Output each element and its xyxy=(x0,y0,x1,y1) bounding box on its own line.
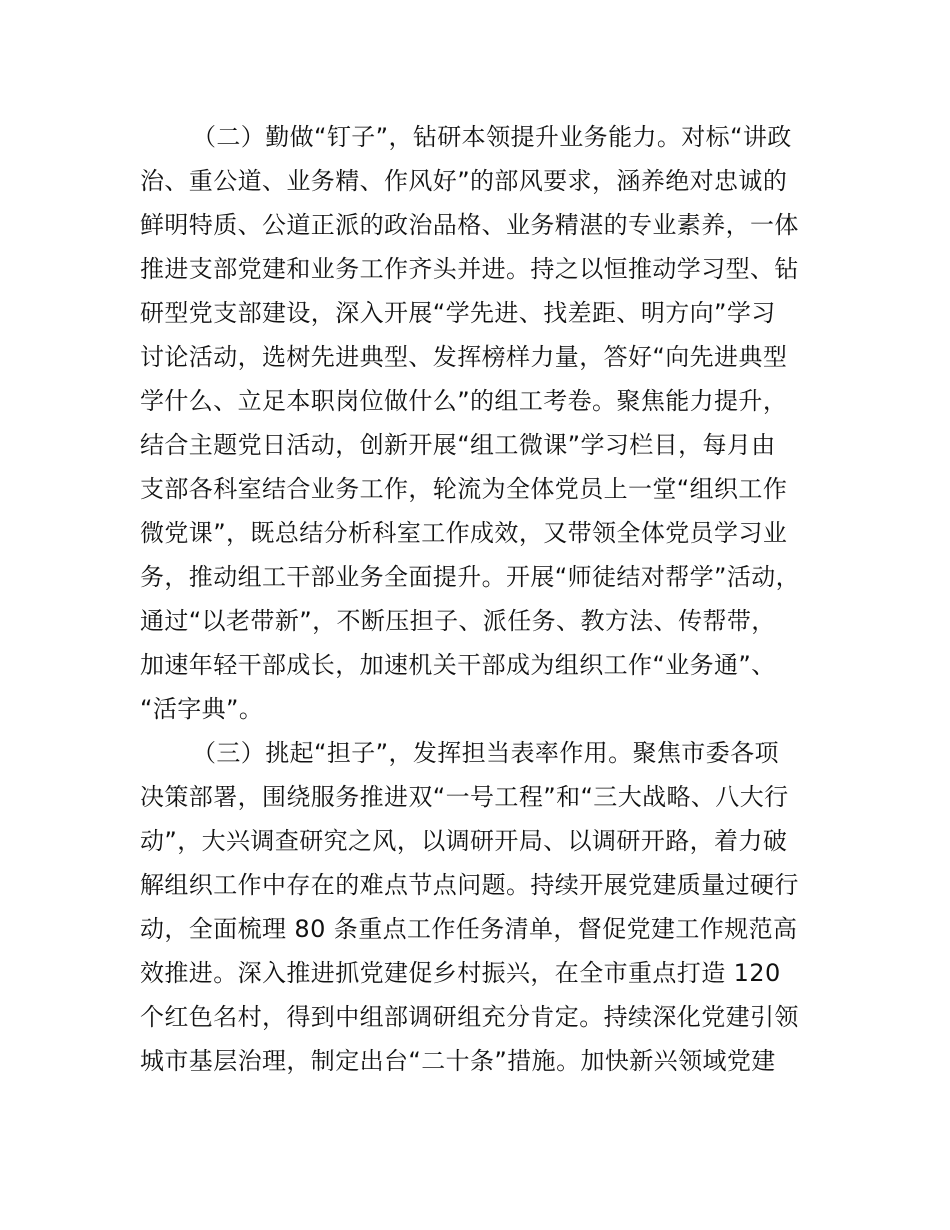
paragraph-line: 研型党支部建设，深入开展“学先进、找差距、明方向”学习 xyxy=(140,299,776,327)
paragraph-line: 解组织工作中存在的难点节点问题。持续开展党建质量过硬行 xyxy=(140,871,799,899)
paragraph-line: 动，全面梳理 80 条重点工作任务清单，督促党建工作规范高 xyxy=(140,915,798,943)
paragraph-line: 务，推动组工干部业务全面提升。开展“师徒结对帮学”活动， xyxy=(140,563,801,591)
paragraph-line: 结合主题党日活动，创新开展“组工微课”学习栏目，每月由 xyxy=(140,431,776,459)
paragraph-line: 治、重公道、业务精、作风好”的部风要求，涵养绝对忠诚的 xyxy=(140,167,788,195)
paragraph-line: 动”，大兴调查研究之风，以调研开局、以调研开路，着力破 xyxy=(140,827,788,855)
paragraph-line: 城市基层治理，制定出台“二十条”措施。加快新兴领域党建 xyxy=(140,1047,776,1075)
paragraph-line: 微党课”，既总结分析科室工作成效，又带领全体党员学习业 xyxy=(140,519,788,547)
paragraph-line: 推进支部党建和业务工作齐头并进。持之以恒推动学习型、钻 xyxy=(140,255,799,283)
paragraph-line: 学什么、立足本职岗位做什么”的组工考卷。聚焦能力提升， xyxy=(140,387,788,415)
paragraph-line: 通过“以老带新”，不断压担子、派任务、教方法、传帮带， xyxy=(140,607,776,635)
paragraph-line: “活字典”。 xyxy=(140,695,264,723)
paragraph-line: 加速年轻干部成长，加速机关干部成为组织工作“业务通”、 xyxy=(140,651,776,679)
paragraph-line: （三）挑起“担子”，发挥担当表率作用。聚焦市委各项 xyxy=(192,739,779,767)
paragraph-line: 鲜明特质、公道正派的政治品格、业务精湛的专业素养，一体 xyxy=(140,211,799,239)
paragraph-line: 决策部署，围绕服务推进双“一号工程”和“三大战略、八大行 xyxy=(140,783,789,811)
paragraph-line: 效推进。深入推进抓党建促乡村振兴，在全市重点打造 120 xyxy=(140,959,781,987)
paragraph-line: （二）勤做“钉子”，钻研本领提升业务能力。对标“讲政 xyxy=(192,123,792,151)
paragraph-line: 支部各科室结合业务工作，轮流为全体党员上一堂“组织工作 xyxy=(140,475,788,503)
paragraph-line: 个红色名村，得到中组部调研组充分肯定。持续深化党建引领 xyxy=(140,1003,799,1031)
paragraph-line: 讨论活动，选树先进典型、发挥榜样力量，答好“向先进典型 xyxy=(140,343,788,371)
